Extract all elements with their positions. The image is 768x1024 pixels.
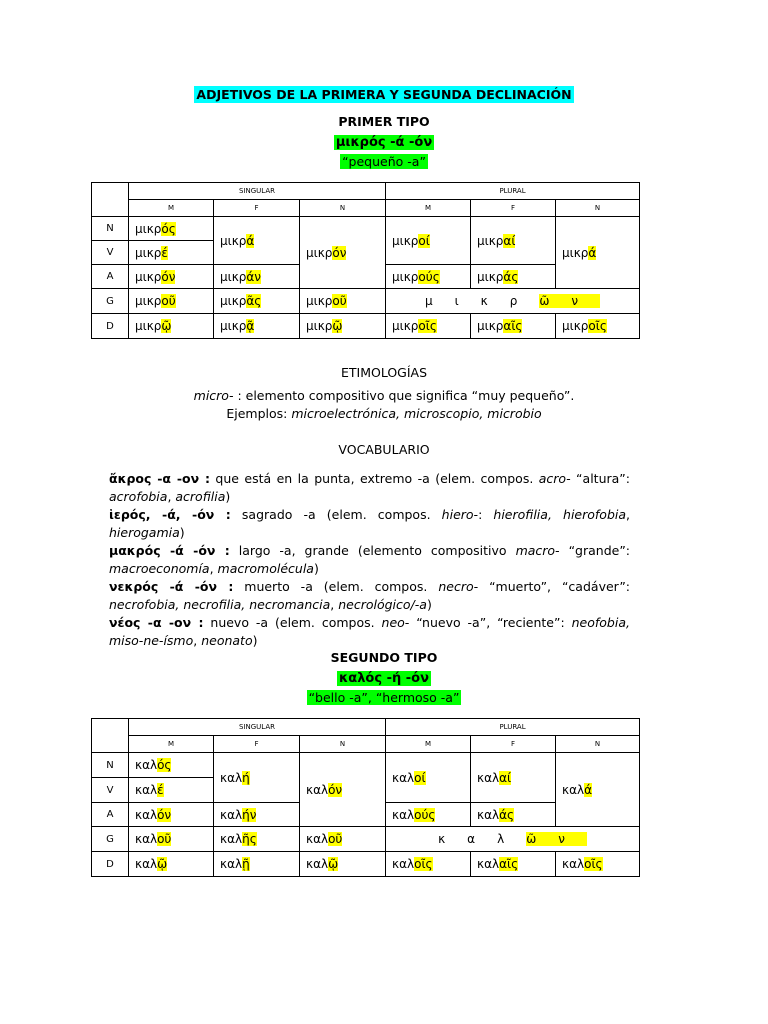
examples-list: microelectrónica, microscopio, microbio — [287, 406, 542, 421]
form-stem: μικρ — [392, 233, 419, 248]
form-ending: οῖς — [418, 319, 437, 333]
vocab-text: “nuevo -a”, “reciente”: — [409, 615, 572, 630]
form-cell — [471, 753, 556, 803]
form-ending: ᾷ — [246, 319, 255, 333]
form-ending: αί — [503, 233, 516, 248]
gender-header: N — [300, 200, 386, 217]
form-stem: καλ — [392, 857, 415, 871]
form-cell — [386, 852, 471, 877]
case-label: A — [92, 803, 129, 827]
case-label: A — [92, 265, 129, 289]
form-stem: μικρ — [135, 319, 162, 333]
form-stem: καλ — [306, 782, 329, 797]
form-cell — [471, 314, 556, 339]
vocab-text: , — [193, 633, 202, 648]
vocab-prefix: necro- — [438, 579, 479, 594]
form-cell — [214, 265, 300, 289]
form-ending: όν — [332, 245, 347, 260]
form-stem: καλ — [392, 770, 415, 785]
vocab-text: : — [478, 507, 494, 522]
case-label: D — [92, 314, 129, 339]
etymology-term: micro- — [193, 388, 234, 403]
form-cell — [386, 753, 471, 803]
vocab-text: , — [167, 489, 176, 504]
form-cell — [214, 827, 300, 852]
form-ending: ᾶς — [246, 294, 262, 308]
form-stem: καλ — [135, 807, 158, 822]
form-cell — [129, 827, 214, 852]
form-stem: μικρ — [306, 245, 333, 260]
form-cell — [471, 265, 556, 289]
form-cell — [471, 217, 556, 265]
form-ending: ῷ — [328, 857, 339, 871]
vocab-text: que está en la punta, extremo -a (elem. compos. — [209, 471, 539, 486]
form-ending: όν — [157, 807, 172, 822]
vocab-text: largo -a, grande (elemento compositivo — [229, 543, 516, 558]
vocab-lemma: μακρός -ά -όν : — [109, 543, 230, 558]
vocab-prefix: acro- — [538, 471, 571, 486]
gender-header: F — [214, 736, 300, 753]
vocab-example: necrológico/-a — [338, 597, 427, 612]
singular-header: SINGULAR — [129, 183, 386, 200]
type1-gloss — [0, 154, 768, 169]
form-cell — [214, 217, 300, 265]
form-cell — [300, 852, 386, 877]
vocab-text: sagrado -a (elem. compos. — [230, 507, 442, 522]
vocab-text: , — [330, 597, 339, 612]
form-stem: καλ — [135, 857, 158, 871]
vocab-example: acrofilia — [175, 489, 226, 504]
gender-header: N — [556, 200, 640, 217]
form-ending: ός — [161, 221, 176, 236]
gender-header: M — [386, 200, 471, 217]
form-cell — [300, 827, 386, 852]
form-cell — [129, 778, 214, 803]
form-ending: οί — [418, 233, 430, 248]
gender-header: M — [129, 200, 214, 217]
vocabulary-entry — [109, 578, 630, 614]
type1-declension-table — [91, 182, 640, 339]
form-cell — [129, 753, 214, 778]
form-cell — [386, 217, 471, 265]
form-stem: μικρ — [306, 294, 333, 308]
form-stem: καλ — [306, 832, 329, 846]
vocab-prefix: neo- — [381, 615, 410, 630]
case-label: V — [92, 778, 129, 803]
singular-header: SINGULAR — [129, 719, 386, 736]
vocab-example: macroeconomía — [109, 561, 210, 576]
form-stem: καλ — [477, 807, 500, 822]
form-cell — [386, 265, 471, 289]
vocab-text: “altura”: — [570, 471, 630, 486]
vocabulary-heading: VOCABULARIO — [338, 442, 430, 457]
form-ending: ῶν — [526, 832, 587, 846]
gender-header: F — [471, 200, 556, 217]
form-cell — [129, 265, 214, 289]
vocab-lemma: ἱερός, -ά, -όν : — [109, 507, 231, 522]
form-stem: μικρ — [135, 294, 162, 308]
form-ending: έ — [157, 783, 164, 797]
form-ending: οῖς — [584, 857, 603, 871]
form-stem: μικρ — [306, 319, 333, 333]
form-ending: αῖς — [503, 319, 523, 333]
form-ending: οῦ — [332, 294, 347, 308]
form-ending: οῦ — [161, 294, 176, 308]
form-stem: μικρ — [477, 233, 504, 248]
form-ending: οῖς — [414, 857, 433, 871]
form-cell — [471, 852, 556, 877]
vocab-lemma: νέος -α -ον : — [109, 615, 204, 630]
examples-label: Ejemplos: — [226, 406, 288, 421]
vocab-prefix: hiero- — [441, 507, 479, 522]
form-ending: όν — [328, 782, 343, 797]
type2-lemma-text: καλός -ή -όν — [339, 671, 429, 686]
form-stem: καλ — [135, 758, 158, 772]
form-cell — [300, 314, 386, 339]
form-cell — [300, 753, 386, 827]
page-title — [0, 87, 768, 102]
vocab-example: neofobia, miso-ne-ísmo — [109, 615, 630, 648]
gender-header: F — [214, 200, 300, 217]
form-cell — [214, 314, 300, 339]
form-stem: καλ — [220, 807, 243, 822]
case-label: G — [92, 827, 129, 852]
gender-header: F — [471, 736, 556, 753]
form-cell — [300, 289, 386, 314]
form-ending: άν — [246, 269, 262, 284]
vocab-example: hierogamia — [109, 525, 180, 540]
form-ending: ά — [584, 782, 593, 797]
form-stem: μικρ — [562, 319, 589, 333]
form-cell — [386, 314, 471, 339]
vocab-text: ) — [225, 489, 231, 504]
type1-lemma-text: μικρός -ά -όν — [335, 135, 433, 150]
form-cell — [214, 852, 300, 877]
form-stem: μικρ — [135, 245, 162, 260]
form-ending: οῦ — [157, 832, 172, 846]
vocab-example: neonato — [201, 633, 253, 648]
form-ending: άς — [499, 807, 515, 822]
form-stem: καλ — [477, 770, 500, 785]
form-stem: καλ — [220, 770, 243, 785]
form-cell — [129, 803, 214, 827]
form-ending: ά — [246, 233, 255, 248]
form-cell — [300, 217, 386, 289]
page-title-text: ADJETIVOS DE LA PRIMERA Y SEGUNDA DECLINACIÓN — [196, 87, 572, 102]
form-stem: καλ — [477, 857, 500, 871]
form-ending: οῖς — [588, 319, 607, 333]
form-ending: ήν — [242, 807, 257, 822]
form-cell-genitive-plural — [386, 827, 640, 852]
form-stem: μικρ — [392, 269, 419, 284]
form-ending: ῆς — [242, 832, 257, 846]
gender-header: N — [556, 736, 640, 753]
form-ending: αί — [499, 770, 512, 785]
form-ending: ῶν — [539, 294, 601, 308]
vocab-text: nuevo -a (elem. compos. — [203, 615, 382, 630]
type2-declension-table — [91, 718, 640, 877]
form-stem: μικρ — [135, 269, 162, 284]
form-stem: καλ — [306, 857, 329, 871]
case-label: N — [92, 217, 129, 241]
vocab-text: muerto -a (elem. compos. — [233, 579, 439, 594]
form-ending: ός — [157, 758, 172, 772]
etymology-definition: : elemento compositivo que significa “muy pequeño”. — [233, 388, 575, 403]
vocabulary-entry — [109, 506, 630, 542]
type2-heading: SEGUNDO TIPO — [330, 650, 438, 665]
vocab-text: ) — [252, 633, 258, 648]
gender-header: M — [386, 736, 471, 753]
form-stem: μικρ — [392, 319, 419, 333]
type1-lemma — [0, 135, 768, 150]
etymology-line-2 — [0, 406, 768, 421]
vocab-lemma: ἄκρος -α -ον : — [109, 471, 210, 486]
form-ending: ῇ — [242, 857, 250, 871]
vocabulary-entry — [109, 542, 630, 578]
vocab-text: ) — [426, 597, 432, 612]
form-stem: καλ — [135, 832, 158, 846]
case-label: G — [92, 289, 129, 314]
vocabulary-list — [109, 470, 630, 650]
form-cell — [129, 289, 214, 314]
form-cell — [214, 289, 300, 314]
corner-cell — [92, 183, 129, 217]
form-cell — [129, 314, 214, 339]
form-ending: άς — [503, 269, 519, 284]
case-label: N — [92, 753, 129, 778]
case-label: D — [92, 852, 129, 877]
form-stem: καλ — [135, 783, 158, 797]
type2-lemma — [0, 671, 768, 686]
form-stem: καλ — [562, 857, 585, 871]
form-cell — [556, 852, 640, 877]
plural-header: PLURAL — [386, 183, 640, 200]
type1-gloss-text: “pequeño -a” — [342, 154, 426, 169]
form-stem: μικρ — [477, 269, 504, 284]
vocab-text: ) — [313, 561, 319, 576]
vocab-text: , — [626, 507, 631, 522]
form-ending: ῷ — [332, 319, 343, 333]
form-cell — [556, 314, 640, 339]
vocabulary-entry — [109, 470, 630, 506]
plural-header: PLURAL — [386, 719, 640, 736]
form-cell — [471, 803, 556, 827]
form-ending: οί — [414, 770, 426, 785]
vocab-text: , — [209, 561, 218, 576]
vocab-example: acrofobia — [109, 489, 168, 504]
form-stem: καλ — [438, 832, 527, 846]
type1-heading: PRIMER TIPO — [338, 114, 430, 129]
vocab-lemma: νεκρός -ά -όν : — [109, 579, 234, 594]
form-stem: καλ — [220, 857, 243, 871]
form-stem: καλ — [392, 807, 415, 822]
form-stem: μικρ — [424, 294, 540, 308]
form-cell — [386, 803, 471, 827]
form-stem: μικρ — [562, 245, 589, 260]
form-stem: μικρ — [220, 319, 247, 333]
form-ending: έ — [161, 245, 168, 260]
form-stem: καλ — [220, 832, 243, 846]
form-stem: μικρ — [220, 294, 247, 308]
form-stem: καλ — [562, 782, 585, 797]
vocab-prefix: macro- — [515, 543, 560, 558]
form-ending: ῷ — [161, 319, 172, 333]
gender-header: M — [129, 736, 214, 753]
gender-header: N — [300, 736, 386, 753]
form-ending: ή — [242, 770, 250, 785]
form-stem: μικρ — [220, 269, 247, 284]
form-cell-genitive-plural — [386, 289, 640, 314]
form-ending: ῷ — [157, 857, 168, 871]
vocab-text: ) — [179, 525, 185, 540]
vocab-example: macromolécula — [217, 561, 314, 576]
form-ending: ούς — [414, 807, 436, 822]
vocab-example: necrofobia, necrofilia, necromancia — [109, 597, 331, 612]
form-ending: ούς — [418, 269, 440, 284]
form-cell — [214, 753, 300, 803]
vocab-example: hierofilia, hierofobia — [493, 507, 627, 522]
form-stem: μικρ — [477, 319, 504, 333]
form-ending: ά — [588, 245, 597, 260]
form-ending: οῦ — [328, 832, 343, 846]
form-ending: αῖς — [499, 857, 519, 871]
case-label: V — [92, 241, 129, 265]
form-cell — [129, 241, 214, 265]
form-cell — [129, 217, 214, 241]
vocab-text: “grande”: — [559, 543, 631, 558]
form-cell — [129, 852, 214, 877]
form-cell — [556, 217, 640, 289]
vocabulary-entry — [109, 614, 630, 650]
form-stem: μικρ — [135, 221, 162, 236]
vocab-text: “muerto”, “cadáver”: — [478, 579, 631, 594]
corner-cell — [92, 719, 129, 753]
type2-gloss — [0, 690, 768, 705]
form-cell — [214, 803, 300, 827]
etymology-heading: ETIMOLOGÍAS — [340, 365, 428, 380]
type2-gloss-text: “bello -a”, “hermoso -a” — [308, 690, 460, 705]
etymology-line-1 — [0, 388, 768, 403]
form-cell — [556, 753, 640, 827]
form-ending: όν — [161, 269, 176, 284]
form-stem: μικρ — [220, 233, 247, 248]
